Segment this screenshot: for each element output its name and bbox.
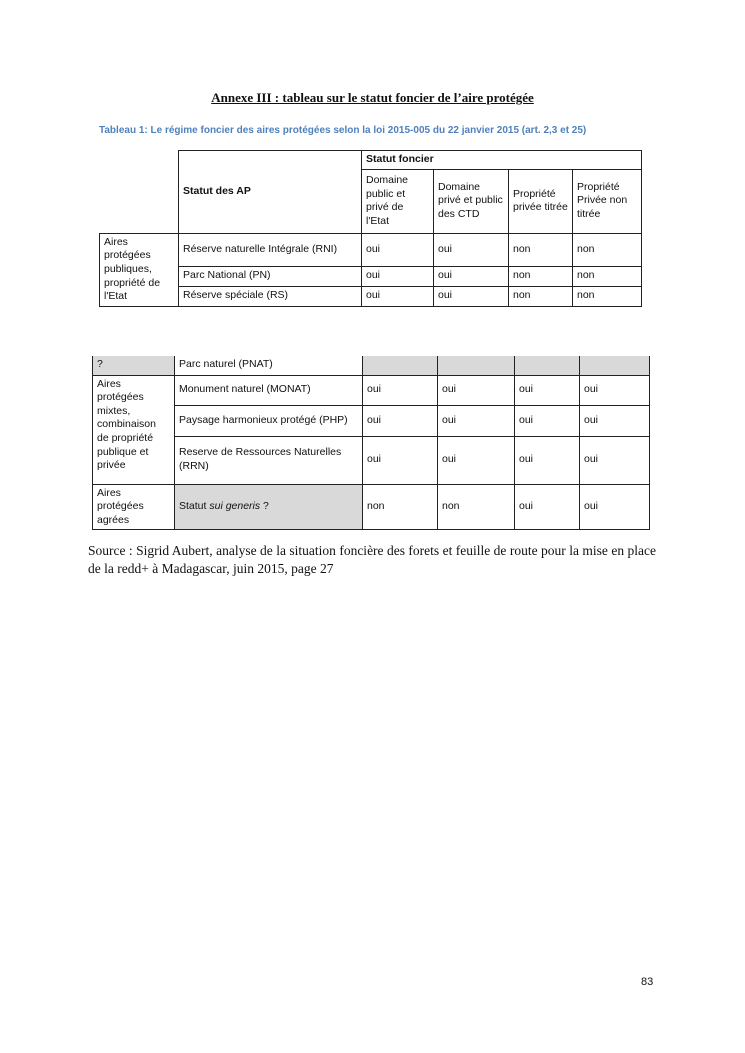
table-cell: oui [438, 405, 515, 436]
table-cell: non [573, 233, 642, 266]
page-number: 83 [641, 976, 654, 988]
page-title: Annexe III : tableau sur le statut foncier de l’aire protégée [211, 90, 534, 105]
table-cell: oui [438, 375, 515, 405]
table-cell: oui [363, 375, 438, 405]
column-header: Domaine public et privé de l'Etat [362, 169, 434, 233]
table-cell: oui [580, 405, 650, 436]
table-cell: non [509, 266, 573, 286]
statut-foncier-header: Statut foncier [362, 151, 642, 170]
table-cell: oui [434, 266, 509, 286]
row-label-sui-generis: Statut sui generis ? [175, 484, 363, 530]
table-cell: non [363, 484, 438, 530]
table-cell: oui [580, 436, 650, 484]
table-cell: oui [362, 233, 434, 266]
column-header: Propriété privée titrée [509, 169, 573, 233]
table-cell: non [573, 266, 642, 286]
category-unknown: ? [93, 356, 175, 375]
category-public: Aires protégées publiques, propriété de l'Etat [100, 233, 179, 306]
column-header: Domaine privé et public des CTD [434, 169, 509, 233]
table-caption: Tableau 1: Le régime foncier des aires protégées selon la loi 2015-005 du 22 janvier 2015 (art. 2,3 et 25) [99, 125, 587, 136]
land-status-table-public [99, 150, 642, 307]
table-cell: non [509, 233, 573, 266]
land-status-table-mixed [92, 356, 650, 530]
table-cell: oui [362, 286, 434, 306]
column-header: Propriété Privée non titrée [573, 169, 642, 233]
table-cell: non [509, 286, 573, 306]
table-cell: oui [434, 286, 509, 306]
table-cell: oui [363, 436, 438, 484]
row-label: Parc National (PN) [179, 266, 362, 286]
table-cell: oui [515, 405, 580, 436]
table-cell: oui [515, 436, 580, 484]
table-cell: oui [580, 375, 650, 405]
row-label: Parc naturel (PNAT) [175, 356, 363, 375]
table-cell: non [573, 286, 642, 306]
row-label: Monument naturel (MONAT) [175, 375, 363, 405]
statut-ap-header: Statut des AP [179, 151, 362, 234]
table-cell: oui [580, 484, 650, 530]
table-cell: oui [438, 436, 515, 484]
table-cell: oui [362, 266, 434, 286]
row-label: Reserve de Ressources Naturelles (RRN) [175, 436, 363, 484]
row-label: Réserve spéciale (RS) [179, 286, 362, 306]
table-cell: oui [515, 375, 580, 405]
category-agreed: Aires protégées agrées [93, 484, 175, 530]
table-cell: oui [515, 484, 580, 530]
table-cell: non [438, 484, 515, 530]
row-label: Réserve naturelle Intégrale (RNI) [179, 233, 362, 266]
table-cell: oui [434, 233, 509, 266]
table-cell: oui [363, 405, 438, 436]
source-citation: Source : Sigrid Aubert, analyse de la situation foncière des forets et feuille de route pour la mise en place de la redd+ à Madagascar, juin 2015, page 27 [88, 543, 656, 576]
category-mixed: Aires protégées mixtes, combinaison de propriété publique et privée [93, 375, 175, 484]
row-label: Paysage harmonieux protégé (PHP) [175, 405, 363, 436]
